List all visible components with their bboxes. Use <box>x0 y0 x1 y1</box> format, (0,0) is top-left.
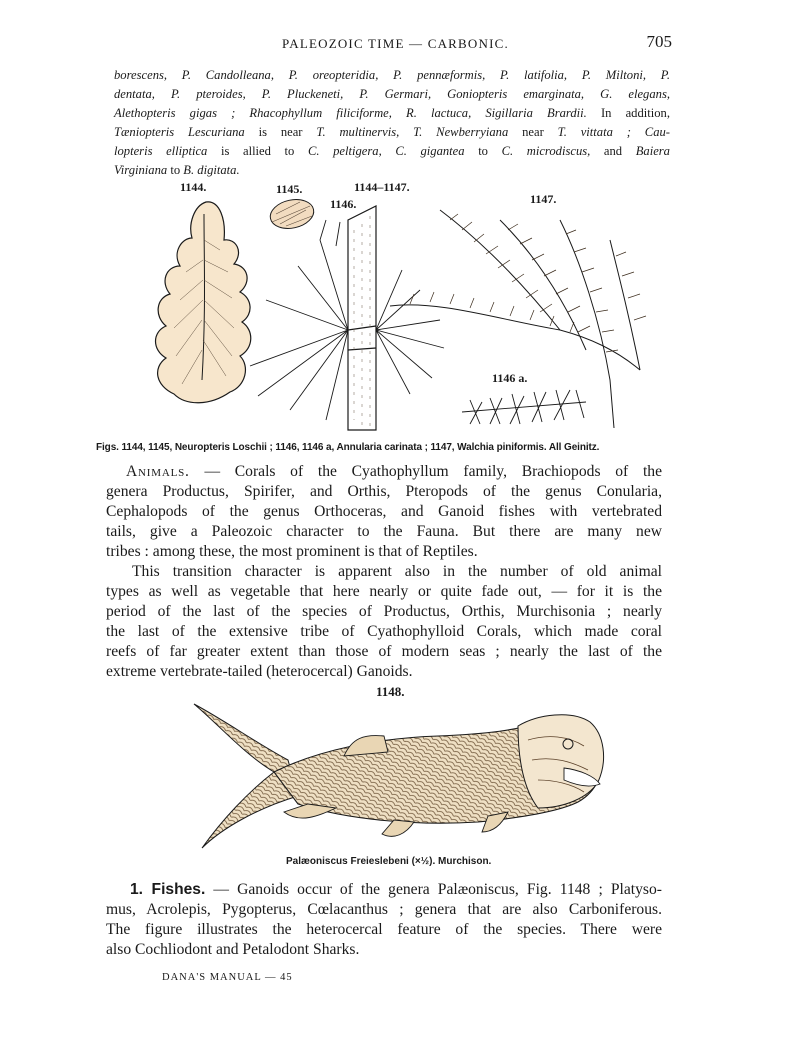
animals-line: genera Productus, Spirifer, and Orthis, Pteropods of the genus Conularia, <box>106 483 662 500</box>
figure-label-1144-1147: 1144–1147. <box>354 180 410 194</box>
animals-lead: Animals. <box>126 463 190 480</box>
page-number: 705 <box>646 32 672 51</box>
animals-line: Animals. — Corals of the Cyathophyllum family, Brachiopods of the <box>126 463 662 480</box>
plant-fossil-figure <box>140 180 670 442</box>
figure-label-1146a: 1146 a. <box>492 371 528 385</box>
walchia-needles-drawing <box>410 214 646 352</box>
plant-drawing <box>140 180 670 442</box>
animals-line: tails, give a Paleozoic character to the Fauna. But there are many new <box>106 523 662 540</box>
walchia-branch-drawing <box>390 210 640 428</box>
fish-dorsal-fin <box>344 736 388 756</box>
neuropteris-pinnule-drawing <box>268 196 317 233</box>
animals-line: tribes : among these, the most prominent is that of Reptiles. <box>106 543 478 560</box>
annularia-whorl-drawing <box>250 220 444 420</box>
transition-line: reefs of far greater extent than those of modern seas ; nearly the last of the <box>106 643 662 660</box>
fishes-paragraph <box>106 880 662 960</box>
running-head <box>106 34 672 56</box>
animals-paragraph <box>106 462 662 562</box>
transition-line: period of the last of the species of Productus, Orthis, Murchisonia ; nearly <box>106 603 662 620</box>
plant-figure-caption: Figs. 1144, 1145, Neuropteris Loschii ; 1146, 1146 a, Annularia carinata ; 1147, Walchia piniformis. All Geinitz. <box>96 442 600 453</box>
transition-line: extreme vertebrate-tailed (heterocercal) Ganoids. <box>106 663 413 680</box>
figure-label-1145: 1145. <box>276 182 303 196</box>
transition-paragraph <box>106 562 662 682</box>
fish-figure-caption: Palæoniscus Freieslebeni (×½). Murchison. <box>286 856 492 867</box>
fishes-line: mus, Acrolepis, Pygopterus, Cœlacanthus ; genera that are also Carboniferous. <box>106 901 662 918</box>
species-line: Tæniopteris Lescuriana is near T. multinervis, T. Newberryiana near T. vittata ; Cau- <box>114 125 670 139</box>
transition-line: the last of the extensive tribe of Cyathophylloid Corals, which made coral <box>106 623 662 640</box>
figure-label-1146: 1146. <box>330 197 357 211</box>
neuropteris-leaf-drawing <box>156 202 251 403</box>
running-title: PALEOZOIC TIME — CARBONIC. <box>282 36 509 51</box>
palaeoniscus-drawing <box>188 700 608 852</box>
species-line: Virginiana to B. digitata. <box>114 163 240 177</box>
fishes-heading: 1. Fishes. <box>130 881 206 898</box>
fishes-line: also Cochliodont and Petalodont Sharks. <box>106 941 360 958</box>
fish-fossil-figure <box>188 700 608 852</box>
figure-label-1147: 1147. <box>530 192 557 206</box>
figure-number-1148: 1148. <box>376 684 405 699</box>
fish-pelvic-fin <box>382 820 414 836</box>
species-line: Alethopteris gigas ; Rhacophyllum filiciforme, R. lactuca, Sigillaria Brardii. In addition, <box>114 106 670 120</box>
animals-line: Cephalopods of the genus Orthoceras, and Ganoid fishes with vertebrated <box>106 503 662 520</box>
species-paragraph <box>114 66 670 180</box>
signature-footer: DANA'S MANUAL — 45 <box>162 972 293 983</box>
species-line: borescens, P. Candolleana, P. oreopteridia, P. pennæformis, P. latifolia, P. Miltoni, P. <box>114 68 670 82</box>
species-line: lopteris elliptica is allied to C. peltigera, C. gigantea to C. microdiscus, and Baiera <box>114 144 670 158</box>
annularia-carinata-drawing <box>462 390 586 424</box>
fish-head <box>518 715 604 808</box>
fishes-line: 1. Fishes. — Ganoids occur of the genera Palæoniscus, Fig. 1148 ; Platyso- <box>130 881 662 898</box>
species-line: dentata, P. pteroides, P. Pluckeneti, P. Germari, Goniopteris emarginata, G. elegans, <box>114 87 670 101</box>
transition-line: types as well as vegetable that here nearly or quite fade out, — for it is the <box>106 583 662 600</box>
fishes-line: The figure illustrates the heterocercal feature of the species. There were <box>106 921 662 938</box>
figure-label-1144: 1144. <box>180 180 207 194</box>
transition-line: This transition character is apparent also in the number of old animal <box>132 563 662 580</box>
